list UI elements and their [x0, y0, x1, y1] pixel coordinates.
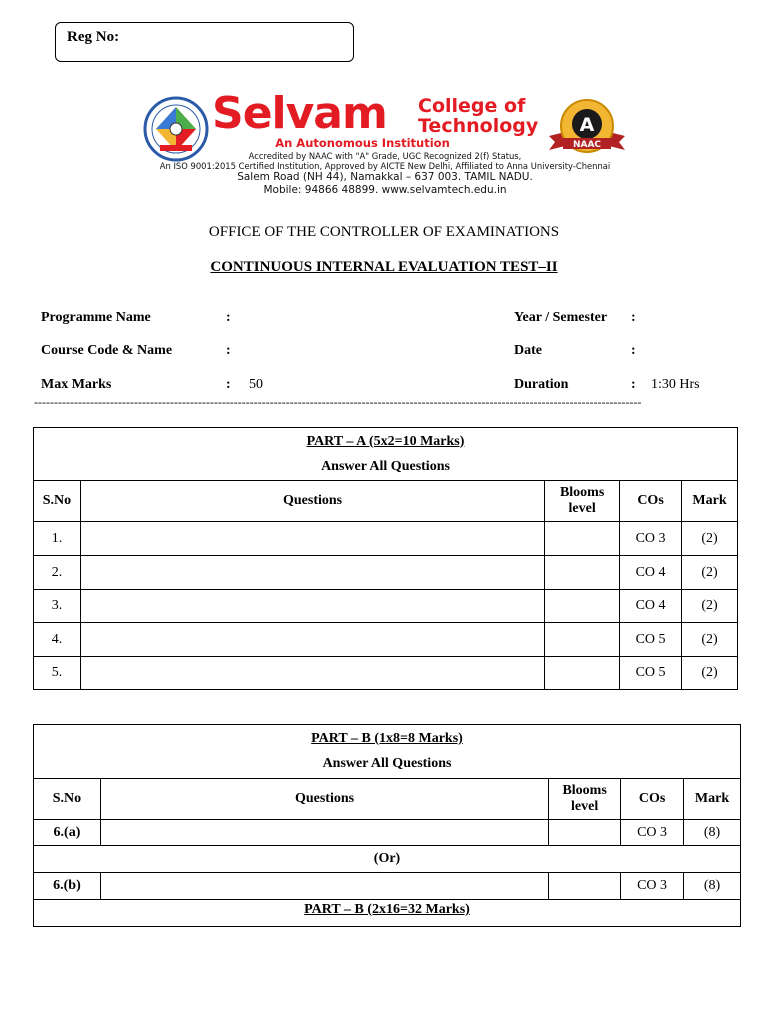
year-semester-label: Year / Semester	[514, 310, 608, 325]
reg-no-box	[55, 22, 354, 62]
programme-colon: :	[226, 310, 231, 325]
part-a-blooms-header-line1: Blooms	[559, 485, 605, 500]
accreditation-text	[105, 151, 665, 171]
row-co: CO 5	[620, 657, 682, 690]
question-cell[interactable]	[100, 820, 548, 846]
programme-label: Programme Name	[41, 310, 151, 325]
part-a-sno-header: S.No	[34, 481, 81, 522]
duration-value: 1:30 Hrs	[651, 377, 700, 392]
college-header	[105, 80, 665, 200]
part-b-mark-header: Mark	[684, 779, 741, 820]
part-a-questions-header: Questions	[80, 481, 544, 522]
part-b-next-title: PART – B (2x16=32 Marks)	[34, 900, 741, 927]
part-b-title: PART – B (1x8=8 Marks)	[311, 731, 463, 746]
naac-text: NAAC	[572, 140, 602, 150]
address-line1: Salem Road (NH 44), Namakkal – 637 003. TAMIL NADU.	[237, 171, 533, 183]
duration-label: Duration	[514, 377, 569, 392]
row-co: CO 3	[620, 522, 682, 556]
naac-letter: A	[579, 114, 595, 136]
college-name-suffix	[418, 96, 538, 136]
part-b-sno-header: S.No	[34, 779, 101, 820]
part-b-blooms-header	[549, 779, 621, 820]
question-cell[interactable]	[80, 522, 544, 556]
college-address	[105, 171, 665, 197]
row-mark: (2)	[682, 590, 738, 623]
row-mark: (2)	[682, 623, 738, 657]
row-mark: (2)	[682, 556, 738, 590]
blooms-cell[interactable]	[549, 873, 621, 900]
part-b-table	[33, 724, 741, 927]
address-line2: Mobile: 94866 48899. www.selvamtech.edu.in	[263, 184, 507, 196]
college-name: Selvam	[212, 88, 387, 139]
accreditation-line2: An ISO 9001:2015 Certified Institution, Approved by AICTE New Delhi, Affiliated to Anna University-Chennai	[159, 161, 611, 171]
part-a-mark-header: Mark	[682, 481, 738, 522]
row-mark: (8)	[684, 820, 741, 846]
row-sno: 2.	[34, 556, 81, 590]
blooms-cell[interactable]	[545, 522, 620, 556]
max-marks-value: 50	[249, 377, 263, 392]
accreditation-line1: Accredited by NAAC with "A" Grade, UGC Recognized 2(f) Status,	[248, 151, 522, 161]
part-b-cos-header: COs	[621, 779, 684, 820]
row-sno: 6.(b)	[34, 873, 101, 900]
row-co: CO 4	[620, 590, 682, 623]
max-marks-label: Max Marks	[41, 377, 112, 392]
question-cell[interactable]	[80, 590, 544, 623]
question-cell[interactable]	[80, 657, 544, 690]
row-mark: (2)	[682, 522, 738, 556]
row-co: CO 3	[621, 873, 684, 900]
part-a-header-cell	[34, 428, 738, 481]
date-label: Date	[514, 343, 542, 358]
year-semester-colon: :	[631, 310, 636, 325]
college-name-suffix-line2: Technology	[418, 115, 539, 137]
table-row	[34, 556, 738, 590]
test-title: CONTINUOUS INTERNAL EVALUATION TEST–II	[210, 259, 558, 275]
part-b-header-cell	[34, 725, 741, 779]
part-b-questions-header: Questions	[100, 779, 548, 820]
row-sno: 5.	[34, 657, 81, 690]
part-a-cos-header: COs	[620, 481, 682, 522]
divider-line: --------------------------------------------------------------------------------------------------------------------------------------------------------	[34, 395, 642, 409]
date-colon: :	[631, 343, 636, 358]
table-row	[34, 820, 741, 846]
table-row	[34, 657, 738, 690]
part-b-blooms-header-line1: Blooms	[562, 783, 607, 798]
blooms-cell[interactable]	[545, 657, 620, 690]
table-row	[34, 522, 738, 556]
table-row	[34, 590, 738, 623]
row-co: CO 5	[620, 623, 682, 657]
part-a-blooms-header	[545, 481, 620, 522]
college-name-suffix-line1: College of	[418, 95, 526, 117]
row-mark: (2)	[682, 657, 738, 690]
course-label: Course Code & Name	[41, 343, 173, 358]
part-b-blooms-header-line2: level	[571, 799, 599, 814]
blooms-cell[interactable]	[545, 623, 620, 657]
college-tagline: An Autonomous Institution	[275, 136, 450, 150]
part-a-instruction: Answer All Questions	[321, 458, 450, 474]
reg-no-label: Reg No:	[67, 29, 120, 45]
table-row	[34, 873, 741, 900]
question-cell[interactable]	[80, 623, 544, 657]
row-sno: 3.	[34, 590, 81, 623]
duration-colon: :	[631, 377, 636, 392]
row-mark: (8)	[684, 873, 741, 900]
part-a-blooms-header-line2: level	[568, 501, 596, 516]
part-a-title: PART – A (5x2=10 Marks)	[306, 433, 465, 449]
row-sno: 6.(a)	[34, 820, 101, 846]
row-co: CO 4	[620, 556, 682, 590]
blooms-cell[interactable]	[545, 556, 620, 590]
max-marks-colon: :	[226, 377, 231, 392]
row-sno: 1.	[34, 522, 81, 556]
blooms-cell[interactable]	[545, 590, 620, 623]
row-co: CO 3	[621, 820, 684, 846]
question-cell[interactable]	[80, 556, 544, 590]
part-b-instruction: Answer All Questions	[322, 756, 452, 771]
question-cell[interactable]	[100, 873, 548, 900]
course-colon: :	[226, 343, 231, 358]
part-a-table	[33, 427, 738, 690]
or-separator: (Or)	[34, 846, 741, 873]
row-sno: 4.	[34, 623, 81, 657]
table-row	[34, 623, 738, 657]
blooms-cell[interactable]	[549, 820, 621, 846]
office-title: OFFICE OF THE CONTROLLER OF EXAMINATIONS	[208, 224, 560, 240]
